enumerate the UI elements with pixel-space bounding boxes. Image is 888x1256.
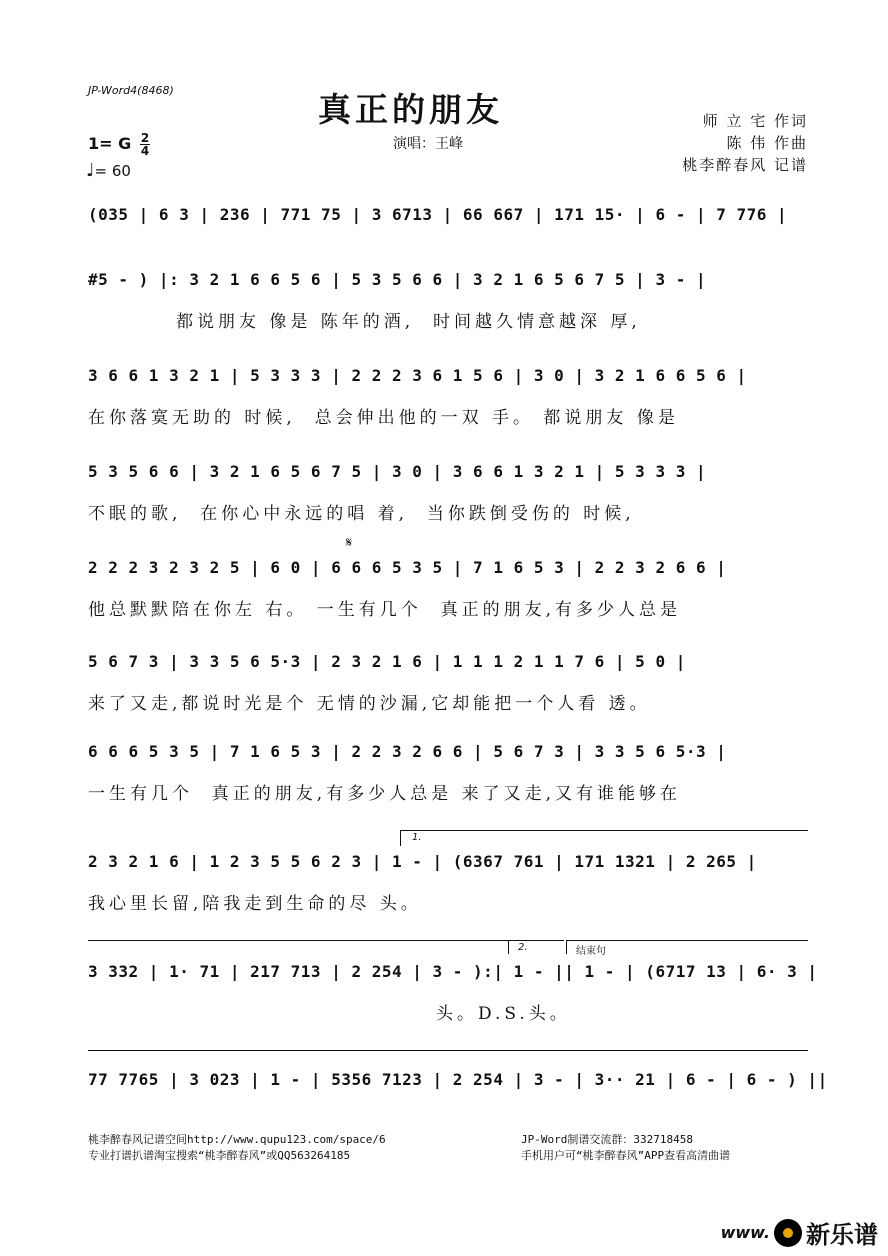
footer-left [88, 1132, 386, 1164]
volta-2-bracket-edge [508, 940, 509, 954]
lyrics: 我心里长留,陪我走到生命的尽 头。 [88, 894, 422, 914]
ending-bracket [566, 940, 808, 941]
volta-2-bracket [508, 940, 564, 941]
lyricist-credit: 师 立 宅 作词 [702, 112, 808, 130]
score-line-1 [88, 205, 808, 224]
score-line-10 [88, 1070, 828, 1089]
lyrics: 一生有几个 真正的朋友,有多少人总是 来了又走,又有谁能够在 [88, 784, 682, 804]
volta-continuation-line [88, 940, 508, 941]
notes: 5 6 7 3 | 3 3 5 6 5·3 | 2 3 2 1 6 | 1 1 1 2 1 1 7 6 | 5 0 | [88, 652, 686, 671]
footer-left-line-2: 专业打谱扒谱淘宝搜索“桃李醉春风”或QQ563264185 [88, 1149, 351, 1162]
score-line-8 [88, 852, 808, 914]
notes: 2 3 2 1 6 | 1 2 3 5 5 6 2 3 | 1 - | (6367 761 | 171 1321 | 2 265 | [88, 852, 757, 871]
tempo-marking [86, 160, 131, 181]
score-line-2 [88, 270, 808, 332]
footer-right [521, 1132, 730, 1164]
score-line-4 [88, 462, 808, 524]
time-signature [140, 132, 150, 157]
lyrics: 头。D.S.头。 [88, 1004, 571, 1024]
time-numerator: 2 [140, 131, 150, 145]
software-version: JP-Word4(8468) [88, 84, 174, 97]
notes: (035 | 6 3 | 236 | 771 75 | 3 6713 | 66 667 | 171 15· | 6 - | 7 776 | [88, 205, 788, 224]
score-line-5 [88, 558, 808, 620]
lyrics: 都说朋友 像是 陈年的酒, 时间越久情意越深 厚, [176, 312, 641, 332]
notes: #5 - ) |: 3 2 1 6 6 5 6 | 5 3 5 6 6 | 3 2 1 6 5 6 7 5 | 3 - | [88, 270, 707, 289]
key-label: 1= G [88, 134, 132, 153]
record-disc-icon [774, 1219, 802, 1247]
notes: 77 7765 | 3 023 | 1 - | 5356 7123 | 2 254 | 3 - | 3·· 21 | 6 - | 6 - ) || [88, 1070, 828, 1089]
score-line-7 [88, 742, 808, 804]
lyrics: 不眠的歌, 在你心中永远的唱 着, 当你跌倒受伤的 时候, [88, 504, 635, 524]
lyrics: 他总默默陪在你左 右。 一生有几个 真正的朋友,有多少人总是 [88, 600, 682, 620]
time-denominator: 4 [140, 144, 150, 158]
ending-bracket-edge [566, 940, 567, 954]
notes: 5 3 5 6 6 | 3 2 1 6 5 6 7 5 | 3 0 | 3 6 6 1 3 2 1 | 5 3 3 3 | [88, 462, 707, 481]
watermark-brand: 新乐谱 [806, 1221, 878, 1249]
quarter-note-icon: ♩ [86, 160, 95, 181]
notes: 3 332 | 1· 71 | 217 713 | 2 254 | 3 - ):| 1 - || 1 - | (6717 13 | 6· 3 | [88, 962, 818, 981]
ending-label: 结束句 [576, 946, 606, 957]
volta-1-bracket [400, 830, 808, 831]
lyrics: 在你落寞无助的 时候, 总会伸出他的一双 手。 都说朋友 像是 [88, 408, 679, 428]
footer-right-line-1: JP-Word制谱交流群：332718458 [521, 1133, 693, 1146]
notes: 3 6 6 1 3 2 1 | 5 3 3 3 | 2 2 2 3 6 1 5 6 | 3 0 | 3 2 1 6 6 5 6 | [88, 366, 747, 385]
notes: 6 6 6 5 3 5 | 7 1 6 5 3 | 2 2 3 2 6 6 | 5 6 7 3 | 3 3 5 6 5·3 | [88, 742, 727, 761]
song-title: 真正的朋友 [318, 90, 503, 129]
tempo-value: = 60 [94, 162, 131, 180]
volta-1-label: 1. [412, 832, 422, 843]
footer-right-line-2: 手机用户可“桃李醉春风”APP查看高清曲谱 [521, 1149, 731, 1162]
credits [682, 110, 808, 176]
score-line-9 [88, 962, 818, 1024]
score-line-3 [88, 366, 808, 428]
segno-sign: 𝄋 [346, 535, 353, 551]
notes: 2 2 2 3 2 3 2 5 | 6 0 | 6 6 6 5 3 5 | 7 1 6 5 3 | 2 2 3 2 6 6 | [88, 558, 727, 577]
continuation-line [88, 1050, 808, 1051]
volta-2-label: 2. [518, 942, 528, 953]
composer-credit: 陈 伟 作曲 [726, 134, 808, 152]
score-line-6 [88, 652, 808, 714]
transcriber-credit: 桃李醉春风 记谱 [682, 156, 808, 174]
lyrics: 来了又走,都说时光是个 无情的沙漏,它却能把一个人看 透。 [88, 694, 651, 714]
footer-left-line-1: 桃李醉春风记谱空间http://www.qupu123.com/space/6 [88, 1133, 386, 1146]
watermark-url: www. [720, 1223, 770, 1242]
key-signature [88, 132, 150, 157]
singer-credit: 演唱：王峰 [393, 136, 463, 152]
volta-1-bracket-edge [400, 830, 401, 846]
site-watermark [721, 1215, 878, 1250]
